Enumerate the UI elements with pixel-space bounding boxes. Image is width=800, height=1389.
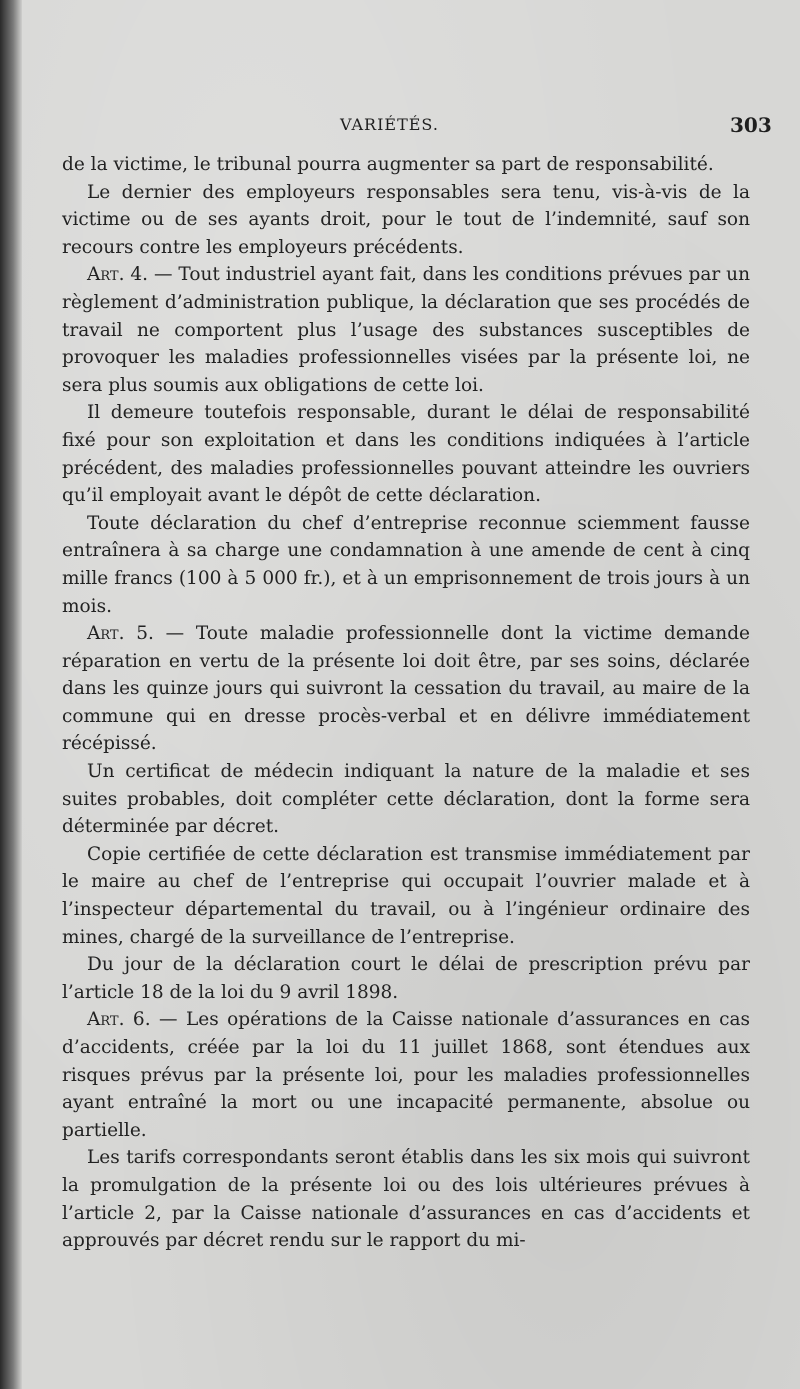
body-text — [62, 151, 750, 1255]
paragraph — [62, 399, 750, 509]
article-label: Art. 6. — [87, 1009, 151, 1031]
article-paragraph — [62, 261, 750, 399]
paragraph — [62, 179, 750, 262]
paragraph — [62, 758, 750, 841]
page-binding-edge — [0, 0, 22, 1389]
paragraph-text: — Toute maladie professionnelle dont la victime demande réparation en vertu de la présente loi doit être, par ses soins, déclarée dans les quinze jours qui suivront la cessation du travail, au maire de la commune qui en dresse procès-verbal et en délivre immédiatement récépissé. — [62, 623, 750, 755]
paragraph — [62, 151, 750, 179]
article-label: Art. 4. — [87, 264, 149, 286]
paragraph-text: Il demeure toutefois responsable, durant le délai de responsabilité fixé pour son exploitation et dans les conditions indiquées à l’article précédent, des maladies professionnelles pouvant atteindre les ouvriers qu’il employait avant le dépôt de cette déclaration. — [62, 402, 750, 507]
page-header — [22, 115, 800, 141]
article-paragraph — [62, 1006, 750, 1144]
paragraph — [62, 951, 750, 1006]
paragraph — [62, 841, 750, 951]
paragraph-text: Copie certifiée de cette déclaration est transmise immédiatement par le maire au chef de l’entreprise qui occupait l’ouvrier malade et à l’inspecteur départemental du travail, ou à l’ingénieur ordinaire des mines, chargé de la surveillance de l’entreprise. — [62, 843, 750, 948]
paragraph-text: Un certificat de médecin indiquant la nature de la maladie et ses suites probables, doit compléter cette déclaration, dont la forme sera déterminée par décret. — [62, 761, 750, 838]
paragraph-text: Du jour de la déclaration court le délai de prescription prévu par l’article 18 de la loi du 9 avril 1898. — [62, 954, 750, 1003]
article-label: Art. 5. — [87, 623, 154, 645]
paragraph — [62, 510, 750, 620]
paragraph-text: — Tout industriel ayant fait, dans les conditions prévues par un règlement d’administration publique, la déclaration que ses procédés de travail ne comportent plus l’usage des substances susceptibles de provoquer les maladies professionnelles visées par la présente loi, ne sera plus soumis aux obligations de cette loi. — [62, 264, 750, 396]
running-head: VARIÉTÉS. — [340, 115, 439, 134]
paragraph-text: de la victime, le tribunal pourra augmenter sa part de responsabilité. — [62, 154, 714, 175]
page-number: 303 — [730, 113, 772, 137]
paragraph-text: Les tarifs correspondants seront établis dans les six mois qui suivront la promulgation de la présente loi ou des lois ultérieures prévues à l’article 2, par la Caisse nationale d’assurances en cas d’accidents et approuvés par décret rendu sur le rapport du mi- — [62, 1147, 750, 1252]
paragraph-text: Le dernier des employeurs responsables sera tenu, vis-à-vis de la victime ou de ses ayants droit, pour le tout de l’indemnité, sauf son recours contre les employeurs précédents. — [62, 181, 750, 258]
paragraph — [62, 1144, 750, 1254]
paragraph-text: Toute déclaration du chef d’entreprise reconnue sciemment fausse entraînera à sa charge une condamnation à une amende de cent à cinq mille francs (100 à 5 000 fr.), et à un emprisonnement de trois jours à un mois. — [62, 512, 750, 617]
book-page — [22, 0, 800, 1389]
article-paragraph — [62, 620, 750, 758]
paragraph-text: — Les opérations de la Caisse nationale d’assurances en cas d’accidents, créée par la loi du 11 juillet 1868, sont étendues aux risques prévus par la présente loi, pour les maladies professionnelles ayant entraîné la mort ou une incapacité permanente, absolue ou partielle. — [62, 1009, 750, 1141]
